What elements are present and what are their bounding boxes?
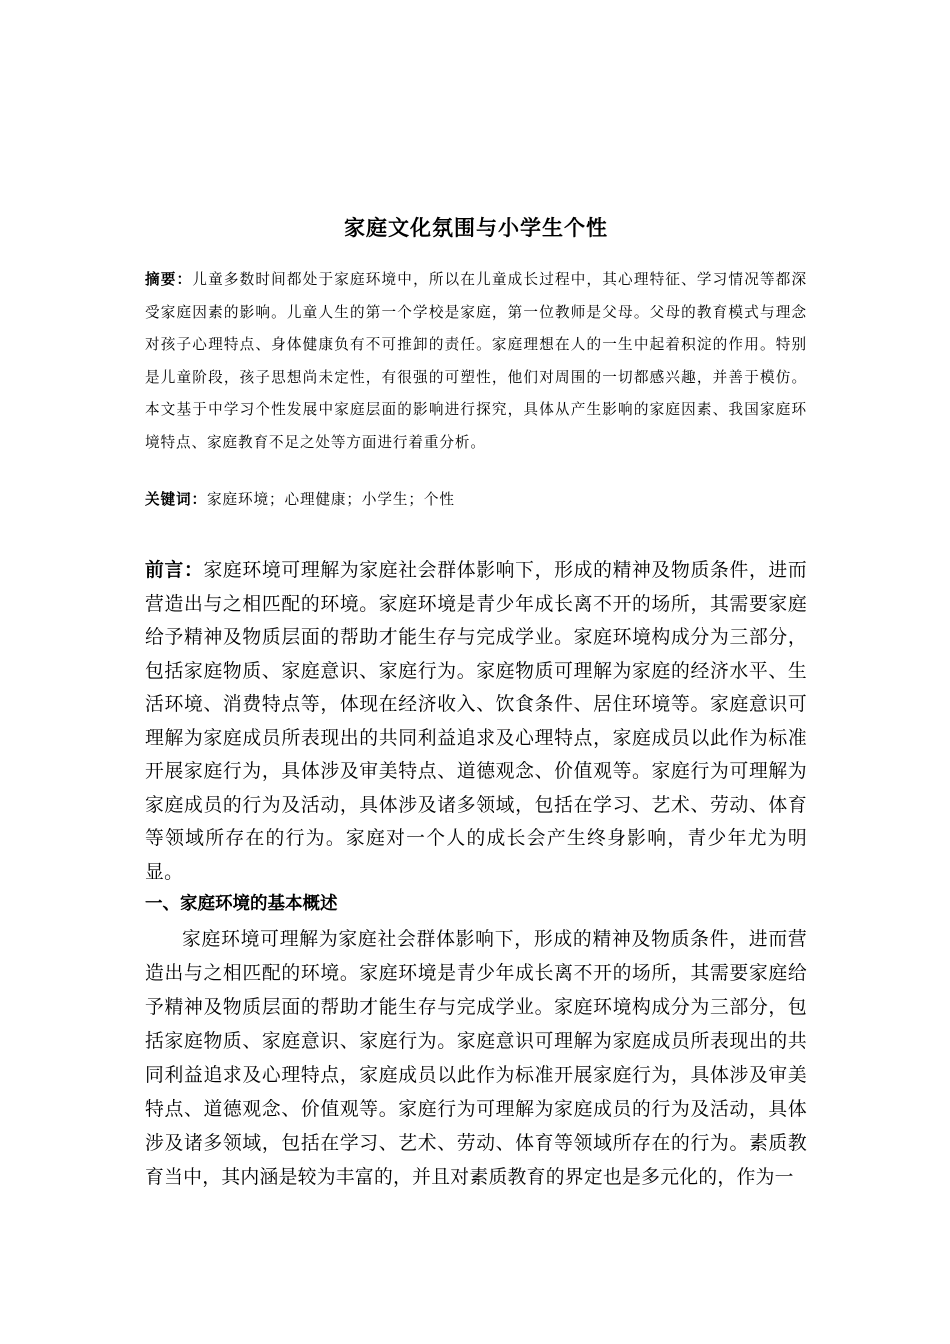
section-heading: 一、家庭环境的基本概述 xyxy=(145,894,338,914)
abstract-label: 摘要： xyxy=(145,271,193,288)
section-paragraph: 家庭环境可理解为家庭社会群体影响下，形成的精神及物质条件，进而营造出与之相匹配的环境。家庭环境是青少年成长离不开的场所，其需要家庭给予精神及物质层面的帮助才能生存与完成学业。家庭环境构成分为三部分，包括家庭物质、家庭意识、家庭行为。家庭意识可理解为家庭成员所表现出的共同利益追求及心理特点，家庭成员以此作为标准开展家庭行为，具体涉及审美特点、道德观念、价值观等。家庭行为可理解为家庭成员的行为及活动，具体涉及诸多领域，包括在学习、艺术、劳动、体育等领域所存在的行为。素质教育当中，其内涵是较为丰富的，并且对素质教育的界定也是多元化的，作为一 xyxy=(145,929,807,1188)
keywords-line xyxy=(145,486,807,514)
intro-text: 家庭环境可理解为家庭社会群体影响下，形成的精神及物质条件，进而营造出与之相匹配的环境。家庭环境是青少年成长离不开的场所，其需要家庭给予精神及物质层面的帮助才能生存与完成学业。家庭环境构成分为三部分，包括家庭物质、家庭意识、家庭行为。家庭物质可理解为家庭的经济水平、生活环境、消费特点等，体现在经济收入、饮食条件、居住环境等。家庭意识可理解为家庭成员所表现出的共同利益追求及心理特点，家庭成员以此作为标准开展家庭行为，具体涉及审美特点、道德观念、价值观等。家庭行为可理解为家庭成员的行为及活动，具体涉及诸多领域，包括在学习、艺术、劳动、体育等领域所存在的行为。家庭对一个人的成长会产生终身影响，青少年尤为明显。 xyxy=(145,560,807,883)
document-title: 家庭文化氛围与小学生个性 xyxy=(344,216,608,240)
keywords-text: 家庭环境；心理健康；小学生；个性 xyxy=(206,491,455,508)
abstract-text: 儿童多数时间都处于家庭环境中，所以在儿童成长过程中，其心理特征、学习情况等都深受家庭因素的影响。儿童人生的第一个学校是家庭，第一位教师是父母。父母的教育模式与理念对孩子心理特点、身体健康负有不可推卸的责任。家庭理想在人的一生中起着积淀的作用。特别是儿童阶段，孩子思想尚未定性，有很强的可塑性，他们对周围的一切都感兴趣，并善于模仿。本文基于中学习个性发展中家庭层面的影响进行探究，具体从产生影响的家庭因素、我国家庭环境特点、家庭教育不足之处等方面进行着重分析。 xyxy=(145,271,807,451)
intro-label: 前言： xyxy=(145,560,204,581)
intro-paragraph xyxy=(145,554,807,889)
keywords-label: 关键词： xyxy=(145,491,207,508)
abstract-paragraph xyxy=(145,264,807,459)
